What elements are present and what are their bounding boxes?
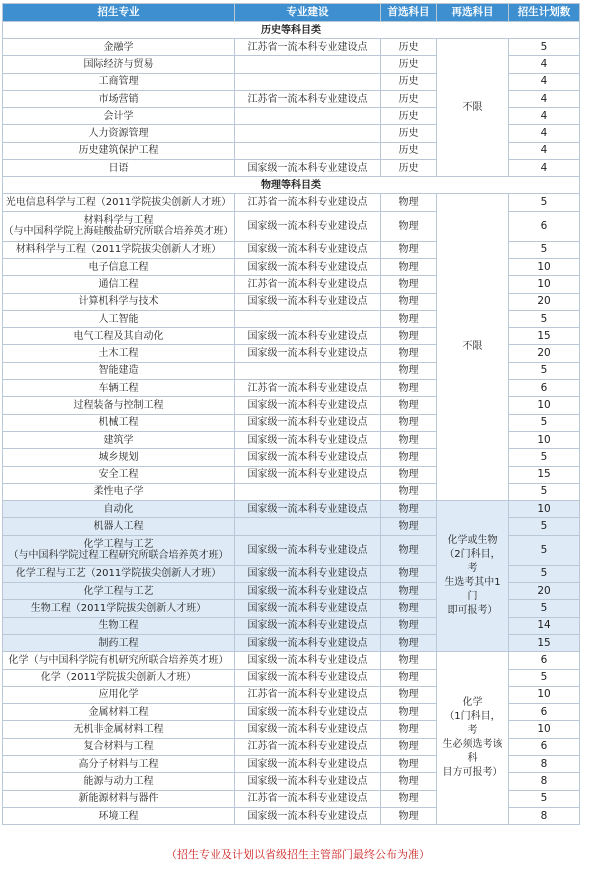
major-cell: 建筑学 xyxy=(3,431,235,448)
major-cell: 人力资源管理 xyxy=(3,125,235,142)
plan-count-cell: 15 xyxy=(509,466,580,483)
major-cell: 土木工程 xyxy=(3,345,235,362)
first-subject-cell: 物理 xyxy=(381,276,437,293)
first-subject-cell: 历史 xyxy=(381,125,437,142)
first-subject-cell: 物理 xyxy=(381,738,437,755)
plan-count-cell: 10 xyxy=(509,431,580,448)
first-subject-cell: 物理 xyxy=(381,211,437,241)
plan-count-cell: 4 xyxy=(509,90,580,107)
construction-cell: 江苏省一流本科专业建设点 xyxy=(235,738,381,755)
plan-count-cell: 5 xyxy=(509,449,580,466)
construction-cell: 国家级一流本科专业建设点 xyxy=(235,704,381,721)
plan-count-cell: 4 xyxy=(509,56,580,73)
plan-count-cell: 5 xyxy=(509,362,580,379)
plan-count-cell: 5 xyxy=(509,518,580,535)
first-subject-cell: 物理 xyxy=(381,310,437,327)
plan-count-cell: 8 xyxy=(509,755,580,772)
construction-cell: 江苏省一流本科专业建设点 xyxy=(235,276,381,293)
first-subject-cell: 历史 xyxy=(381,39,437,56)
section-title: 物理等科目类 xyxy=(3,177,580,194)
major-cell: 人工智能 xyxy=(3,310,235,327)
plan-count-cell: 5 xyxy=(509,535,580,565)
plan-count-cell: 15 xyxy=(509,634,580,651)
construction-cell: 江苏省一流本科专业建设点 xyxy=(235,790,381,807)
construction-cell: 国家级一流本科专业建设点 xyxy=(235,414,381,431)
major-cell: 电气工程及其自动化 xyxy=(3,328,235,345)
construction-cell xyxy=(235,310,381,327)
construction-cell: 国家级一流本科专业建设点 xyxy=(235,293,381,310)
plan-count-cell: 6 xyxy=(509,211,580,241)
construction-cell xyxy=(235,362,381,379)
major-cell: 国际经济与贸易 xyxy=(3,56,235,73)
header-construction: 专业建设 xyxy=(235,4,381,22)
major-cell: 应用化学 xyxy=(3,686,235,703)
plan-count-cell: 4 xyxy=(509,108,580,125)
plan-count-cell: 10 xyxy=(509,686,580,703)
major-cell: 历史建筑保护工程 xyxy=(3,142,235,159)
major-cell: 光电信息科学与工程（2011学院拔尖创新人才班） xyxy=(3,194,235,211)
plan-count-cell: 10 xyxy=(509,397,580,414)
first-subject-cell: 物理 xyxy=(381,755,437,772)
construction-cell xyxy=(235,108,381,125)
construction-cell: 江苏省一流本科专业建设点 xyxy=(235,686,381,703)
major-cell: 机械工程 xyxy=(3,414,235,431)
construction-cell xyxy=(235,125,381,142)
construction-cell xyxy=(235,518,381,535)
construction-cell: 国家级一流本科专业建设点 xyxy=(235,652,381,669)
first-subject-cell: 物理 xyxy=(381,345,437,362)
plan-count-cell: 4 xyxy=(509,142,580,159)
first-subject-cell: 物理 xyxy=(381,583,437,600)
plan-count-cell: 20 xyxy=(509,583,580,600)
major-cell: 智能建造 xyxy=(3,362,235,379)
first-subject-cell: 物理 xyxy=(381,293,437,310)
first-subject-cell: 物理 xyxy=(381,721,437,738)
first-subject-cell: 物理 xyxy=(381,414,437,431)
construction-cell: 国家级一流本科专业建设点 xyxy=(235,583,381,600)
plan-count-cell: 4 xyxy=(509,73,580,90)
first-subject-cell: 历史 xyxy=(381,73,437,90)
plan-count-cell: 5 xyxy=(509,414,580,431)
plan-count-cell: 4 xyxy=(509,160,580,177)
first-subject-cell: 物理 xyxy=(381,617,437,634)
first-subject-cell: 历史 xyxy=(381,160,437,177)
plan-count-cell: 5 xyxy=(509,669,580,686)
construction-cell: 国家级一流本科专业建设点 xyxy=(235,634,381,651)
major-cell: 计算机科学与技术 xyxy=(3,293,235,310)
major-cell: 制药工程 xyxy=(3,634,235,651)
major-cell: 生物工程（2011学院拔尖创新人才班） xyxy=(3,600,235,617)
first-subject-cell: 物理 xyxy=(381,600,437,617)
construction-cell: 国家级一流本科专业建设点 xyxy=(235,600,381,617)
footer-note: （招生专业及计划以省级招生主管部门最终公布为准） xyxy=(166,848,430,861)
plan-count-cell: 5 xyxy=(509,310,580,327)
construction-cell: 国家级一流本科专业建设点 xyxy=(235,807,381,824)
plan-count-cell: 5 xyxy=(509,790,580,807)
plan-count-cell: 8 xyxy=(509,773,580,790)
plan-count-cell: 5 xyxy=(509,39,580,56)
second-subject-group: 不限 xyxy=(437,39,509,177)
first-subject-cell: 物理 xyxy=(381,652,437,669)
major-cell: 化学（2011学院拔尖创新人才班） xyxy=(3,669,235,686)
plan-count-cell: 15 xyxy=(509,328,580,345)
first-subject-cell: 物理 xyxy=(381,466,437,483)
construction-cell xyxy=(235,142,381,159)
first-subject-cell: 物理 xyxy=(381,380,437,397)
second-subject-group: 不限 xyxy=(437,194,509,501)
header-plan-count: 招生计划数 xyxy=(509,4,580,22)
major-cell: 材料科学与工程 （与中国科学院上海硅酸盐研究所联合培养英才班） xyxy=(3,211,235,241)
header-second-subject: 再选科目 xyxy=(437,4,509,22)
major-cell: 化学工程与工艺 （与中国科学院过程工程研究所联合培养英才班） xyxy=(3,535,235,565)
first-subject-cell: 物理 xyxy=(381,431,437,448)
section-row xyxy=(3,177,580,194)
plan-count-cell: 5 xyxy=(509,241,580,258)
first-subject-cell: 物理 xyxy=(381,397,437,414)
plan-count-cell: 6 xyxy=(509,652,580,669)
first-subject-cell: 历史 xyxy=(381,142,437,159)
major-cell: 化学工程与工艺 xyxy=(3,583,235,600)
plan-count-cell: 4 xyxy=(509,125,580,142)
first-subject-cell: 物理 xyxy=(381,790,437,807)
section-row xyxy=(3,22,580,39)
construction-cell: 江苏省一流本科专业建设点 xyxy=(235,380,381,397)
first-subject-cell: 物理 xyxy=(381,704,437,721)
construction-cell: 国家级一流本科专业建设点 xyxy=(235,501,381,518)
construction-cell: 国家级一流本科专业建设点 xyxy=(235,721,381,738)
first-subject-cell: 历史 xyxy=(381,108,437,125)
construction-cell: 江苏省一流本科专业建设点 xyxy=(235,194,381,211)
construction-cell: 国家级一流本科专业建设点 xyxy=(235,241,381,258)
plan-count-cell: 6 xyxy=(509,380,580,397)
first-subject-cell: 历史 xyxy=(381,56,437,73)
major-cell: 自动化 xyxy=(3,501,235,518)
plan-count-cell: 5 xyxy=(509,565,580,582)
construction-cell: 国家级一流本科专业建设点 xyxy=(235,160,381,177)
first-subject-cell: 物理 xyxy=(381,194,437,211)
table-body xyxy=(3,22,580,825)
major-cell: 金融学 xyxy=(3,39,235,56)
construction-cell: 江苏省一流本科专业建设点 xyxy=(235,90,381,107)
major-cell: 高分子材料与工程 xyxy=(3,755,235,772)
plan-count-cell: 10 xyxy=(509,276,580,293)
major-cell: 工商管理 xyxy=(3,73,235,90)
plan-count-cell: 14 xyxy=(509,617,580,634)
major-cell: 日语 xyxy=(3,160,235,177)
major-cell: 车辆工程 xyxy=(3,380,235,397)
construction-cell: 国家级一流本科专业建设点 xyxy=(235,449,381,466)
plan-count-cell: 5 xyxy=(509,600,580,617)
plan-count-cell: 5 xyxy=(509,483,580,500)
construction-cell xyxy=(235,73,381,90)
first-subject-cell: 历史 xyxy=(381,90,437,107)
header-major: 招生专业 xyxy=(3,4,235,22)
plan-count-cell: 8 xyxy=(509,807,580,824)
construction-cell: 国家级一流本科专业建设点 xyxy=(235,617,381,634)
table-row xyxy=(3,39,580,56)
construction-cell: 国家级一流本科专业建设点 xyxy=(235,669,381,686)
major-cell: 复合材料与工程 xyxy=(3,738,235,755)
major-cell: 化学（与中国科学院有机研究所联合培养英才班） xyxy=(3,652,235,669)
major-cell: 环境工程 xyxy=(3,807,235,824)
construction-cell: 国家级一流本科专业建设点 xyxy=(235,345,381,362)
construction-cell: 国家级一流本科专业建设点 xyxy=(235,565,381,582)
plan-count-cell: 10 xyxy=(509,501,580,518)
first-subject-cell: 物理 xyxy=(381,362,437,379)
major-cell: 通信工程 xyxy=(3,276,235,293)
plan-count-cell: 10 xyxy=(509,258,580,275)
major-cell: 电子信息工程 xyxy=(3,258,235,275)
construction-cell: 国家级一流本科专业建设点 xyxy=(235,773,381,790)
plan-count-cell: 6 xyxy=(509,704,580,721)
major-cell: 生物工程 xyxy=(3,617,235,634)
first-subject-cell: 物理 xyxy=(381,241,437,258)
admission-plan-table xyxy=(2,3,580,825)
construction-cell: 国家级一流本科专业建设点 xyxy=(235,258,381,275)
construction-cell: 国家级一流本科专业建设点 xyxy=(235,755,381,772)
header-first-subject: 首选科目 xyxy=(381,4,437,22)
first-subject-cell: 物理 xyxy=(381,686,437,703)
plan-count-cell: 20 xyxy=(509,293,580,310)
first-subject-cell: 物理 xyxy=(381,501,437,518)
table-header-row xyxy=(3,4,580,22)
major-cell: 无机非金属材料工程 xyxy=(3,721,235,738)
first-subject-cell: 物理 xyxy=(381,518,437,535)
major-cell: 柔性电子学 xyxy=(3,483,235,500)
construction-cell: 国家级一流本科专业建设点 xyxy=(235,466,381,483)
construction-cell xyxy=(235,483,381,500)
major-cell: 金属材料工程 xyxy=(3,704,235,721)
major-cell: 过程装备与控制工程 xyxy=(3,397,235,414)
major-cell: 材料科学与工程（2011学院拔尖创新人才班） xyxy=(3,241,235,258)
construction-cell: 国家级一流本科专业建设点 xyxy=(235,397,381,414)
plan-count-cell: 5 xyxy=(509,194,580,211)
major-cell: 能源与动力工程 xyxy=(3,773,235,790)
construction-cell: 国家级一流本科专业建设点 xyxy=(235,211,381,241)
construction-cell: 国家级一流本科专业建设点 xyxy=(235,431,381,448)
construction-cell: 江苏省一流本科专业建设点 xyxy=(235,39,381,56)
first-subject-cell: 物理 xyxy=(381,535,437,565)
major-cell: 市场营销 xyxy=(3,90,235,107)
first-subject-cell: 物理 xyxy=(381,669,437,686)
first-subject-cell: 物理 xyxy=(381,449,437,466)
plan-count-cell: 6 xyxy=(509,738,580,755)
table-row xyxy=(3,501,580,518)
table-row xyxy=(3,194,580,211)
major-cell: 化学工程与工艺（2011学院拔尖创新人才班） xyxy=(3,565,235,582)
first-subject-cell: 物理 xyxy=(381,773,437,790)
major-cell: 机器人工程 xyxy=(3,518,235,535)
construction-cell xyxy=(235,56,381,73)
section-title: 历史等科目类 xyxy=(3,22,580,39)
second-subject-group: 化学或生物 （2门科目，考 生选考其中1门 即可报考） xyxy=(437,501,509,652)
first-subject-cell: 物理 xyxy=(381,565,437,582)
plan-count-cell: 10 xyxy=(509,721,580,738)
second-subject-group: 化学 （1门科目，考 生必须选考该科 目方可报考） xyxy=(437,652,509,825)
major-cell: 城乡规划 xyxy=(3,449,235,466)
major-cell: 会计学 xyxy=(3,108,235,125)
first-subject-cell: 物理 xyxy=(381,483,437,500)
first-subject-cell: 物理 xyxy=(381,258,437,275)
first-subject-cell: 物理 xyxy=(381,807,437,824)
table-row xyxy=(3,652,580,669)
construction-cell: 国家级一流本科专业建设点 xyxy=(235,328,381,345)
first-subject-cell: 物理 xyxy=(381,634,437,651)
construction-cell: 国家级一流本科专业建设点 xyxy=(235,535,381,565)
plan-count-cell: 20 xyxy=(509,345,580,362)
major-cell: 安全工程 xyxy=(3,466,235,483)
major-cell: 新能源材料与器件 xyxy=(3,790,235,807)
first-subject-cell: 物理 xyxy=(381,328,437,345)
